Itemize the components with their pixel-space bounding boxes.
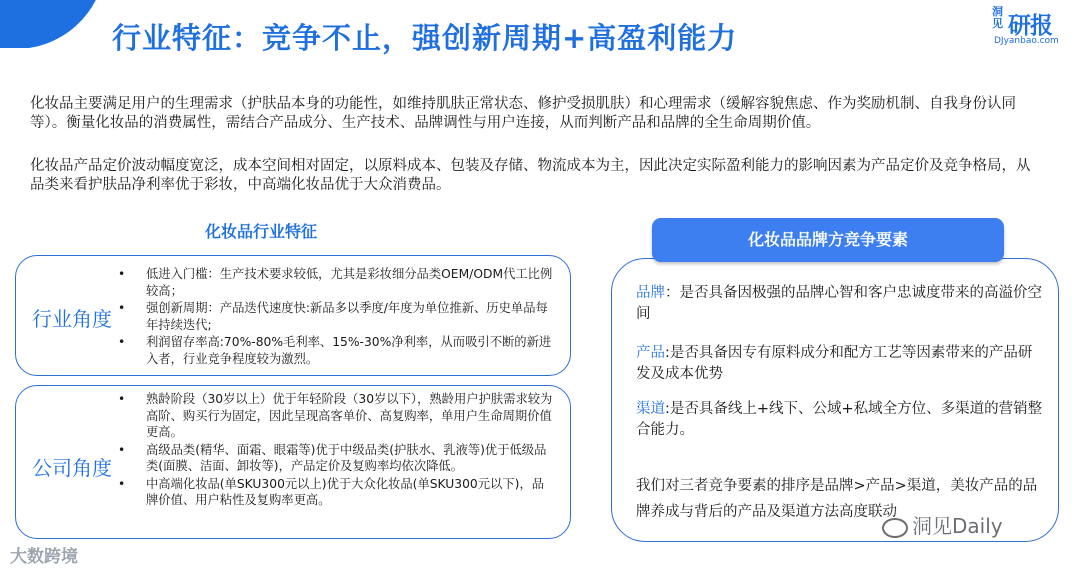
brand-logo xyxy=(992,6,1074,48)
factor-text: :是否具备因专有原料成分和配方工艺等因素带来的产品研发及成本优势 xyxy=(636,345,1033,382)
competition-factors-heading: 化妆品品牌方竞争要素 xyxy=(652,218,1004,262)
bullet-list xyxy=(118,391,556,510)
list-item xyxy=(118,266,556,299)
bullet-icon: • xyxy=(118,335,126,349)
list-item xyxy=(118,442,556,475)
factor-key: 渠道 xyxy=(636,401,665,417)
list-item xyxy=(118,391,556,441)
logo-small-text: 洞见 xyxy=(992,5,1003,30)
watermark-left: 大数跨境 xyxy=(10,547,78,567)
industry-angle-panel xyxy=(15,255,571,376)
factor-text: ：是否具备因极强的品牌心智和客户忠诚度带来的高溢价空间 xyxy=(636,285,1042,322)
list-item xyxy=(118,334,556,367)
logo-big-text: 研报 xyxy=(1008,13,1052,39)
list-item-text: 强创新周期：产品迭代速度快:新品多以季度/年度为单位推新、历史单品每年持续迭代; xyxy=(146,301,548,332)
list-item-text: 中高端化妆品(单SKU300元以上)优于大众化妆品(单SKU300元以下)，品牌价值、用户粘性及复购率更高。 xyxy=(146,476,545,507)
industry-features-heading: 化妆品行业特征 xyxy=(205,222,318,241)
list-item-text: 高级品类(精华、面霜、眼霜等)优于中级品类(护肤水、乳液等)优于低级品类(面膜、洁面、卸妆等)，产品定价及复购率均依次降低。 xyxy=(146,442,547,473)
factor-key: 产品 xyxy=(636,345,665,361)
factor-text: :是否具备线上+线下、公域+私域全方位、多渠道的营销整合能力。 xyxy=(636,401,1043,438)
panel-label: 行业角度 xyxy=(32,307,112,331)
watermark-right xyxy=(882,510,1003,539)
list-item xyxy=(118,476,556,509)
bullet-list xyxy=(118,266,556,368)
competition-factors-panel xyxy=(611,258,1059,542)
company-angle-panel xyxy=(15,385,571,539)
bullet-icon: • xyxy=(118,476,126,491)
list-item-text: 利润留存率高:70%-80%毛利率、15%-30%净利率，从而吸引不断的新进入者，行业竞争程度较为激烈。 xyxy=(146,335,552,366)
list-item xyxy=(118,300,556,333)
factor-product xyxy=(636,343,1044,385)
bullet-icon: • xyxy=(118,301,126,315)
intro-paragraph-1: 化妆品主要满足用户的生理需求（护肤品本身的功能性，如维持肌肤正常状态、修护受损肌肤）和心理需求（缓解容貌焦虑、作为奖励机制、自我身份认同等）。衡量化妆品的消费属性，需结合产品成分、生产技术、品牌调性与用户连接，从而判断产品和品牌的全生命周期价值。 xyxy=(30,96,1016,131)
factor-key: 品牌 xyxy=(636,285,665,301)
panel-label: 公司角度 xyxy=(32,456,112,480)
corner-decoration xyxy=(0,0,110,48)
intro-paragraph-2: 化妆品产品定价波动幅度宽泛，成本空间相对固定，以原料成本、包装及存储、物流成本为主，因此决定实际盈利能力的影响因素为产品定价及竞争格局，从品类来看护肤品净利率优于彩妆，中高端化妆品优于大众消费品。 xyxy=(30,158,1031,193)
logo-url: DJyanbao.com xyxy=(994,36,1059,46)
bullet-icon: • xyxy=(118,392,126,406)
factor-brand xyxy=(636,283,1044,325)
page-title: 行业特征：竞争不止，强创新周期+高盈利能力 xyxy=(112,21,738,55)
factor-channel xyxy=(636,399,1044,441)
list-item-text: 低进入门槛：生产技术要求较低，尤其是彩妆细分品类OEM/ODM代工比例较高； xyxy=(146,267,553,298)
factor-summary: 我们对三者竞争要素的排序是品牌>产品>渠道，美妆产品的品牌养成与背后的产品及渠道方法高度联动 xyxy=(636,478,1038,520)
bullet-icon: • xyxy=(118,442,126,457)
bullet-icon: • xyxy=(118,267,126,281)
watermark-right-text: 洞见Daily xyxy=(912,514,1003,538)
list-item-text: 熟龄阶段（30岁以上）优于年轻阶段（30岁以下），熟龄用户护肤需求较为高阶、购买行为固定，因此呈现高客单价、高复购率，单用户生命周期价值更高。 xyxy=(146,392,553,439)
wechat-icon xyxy=(882,518,908,538)
